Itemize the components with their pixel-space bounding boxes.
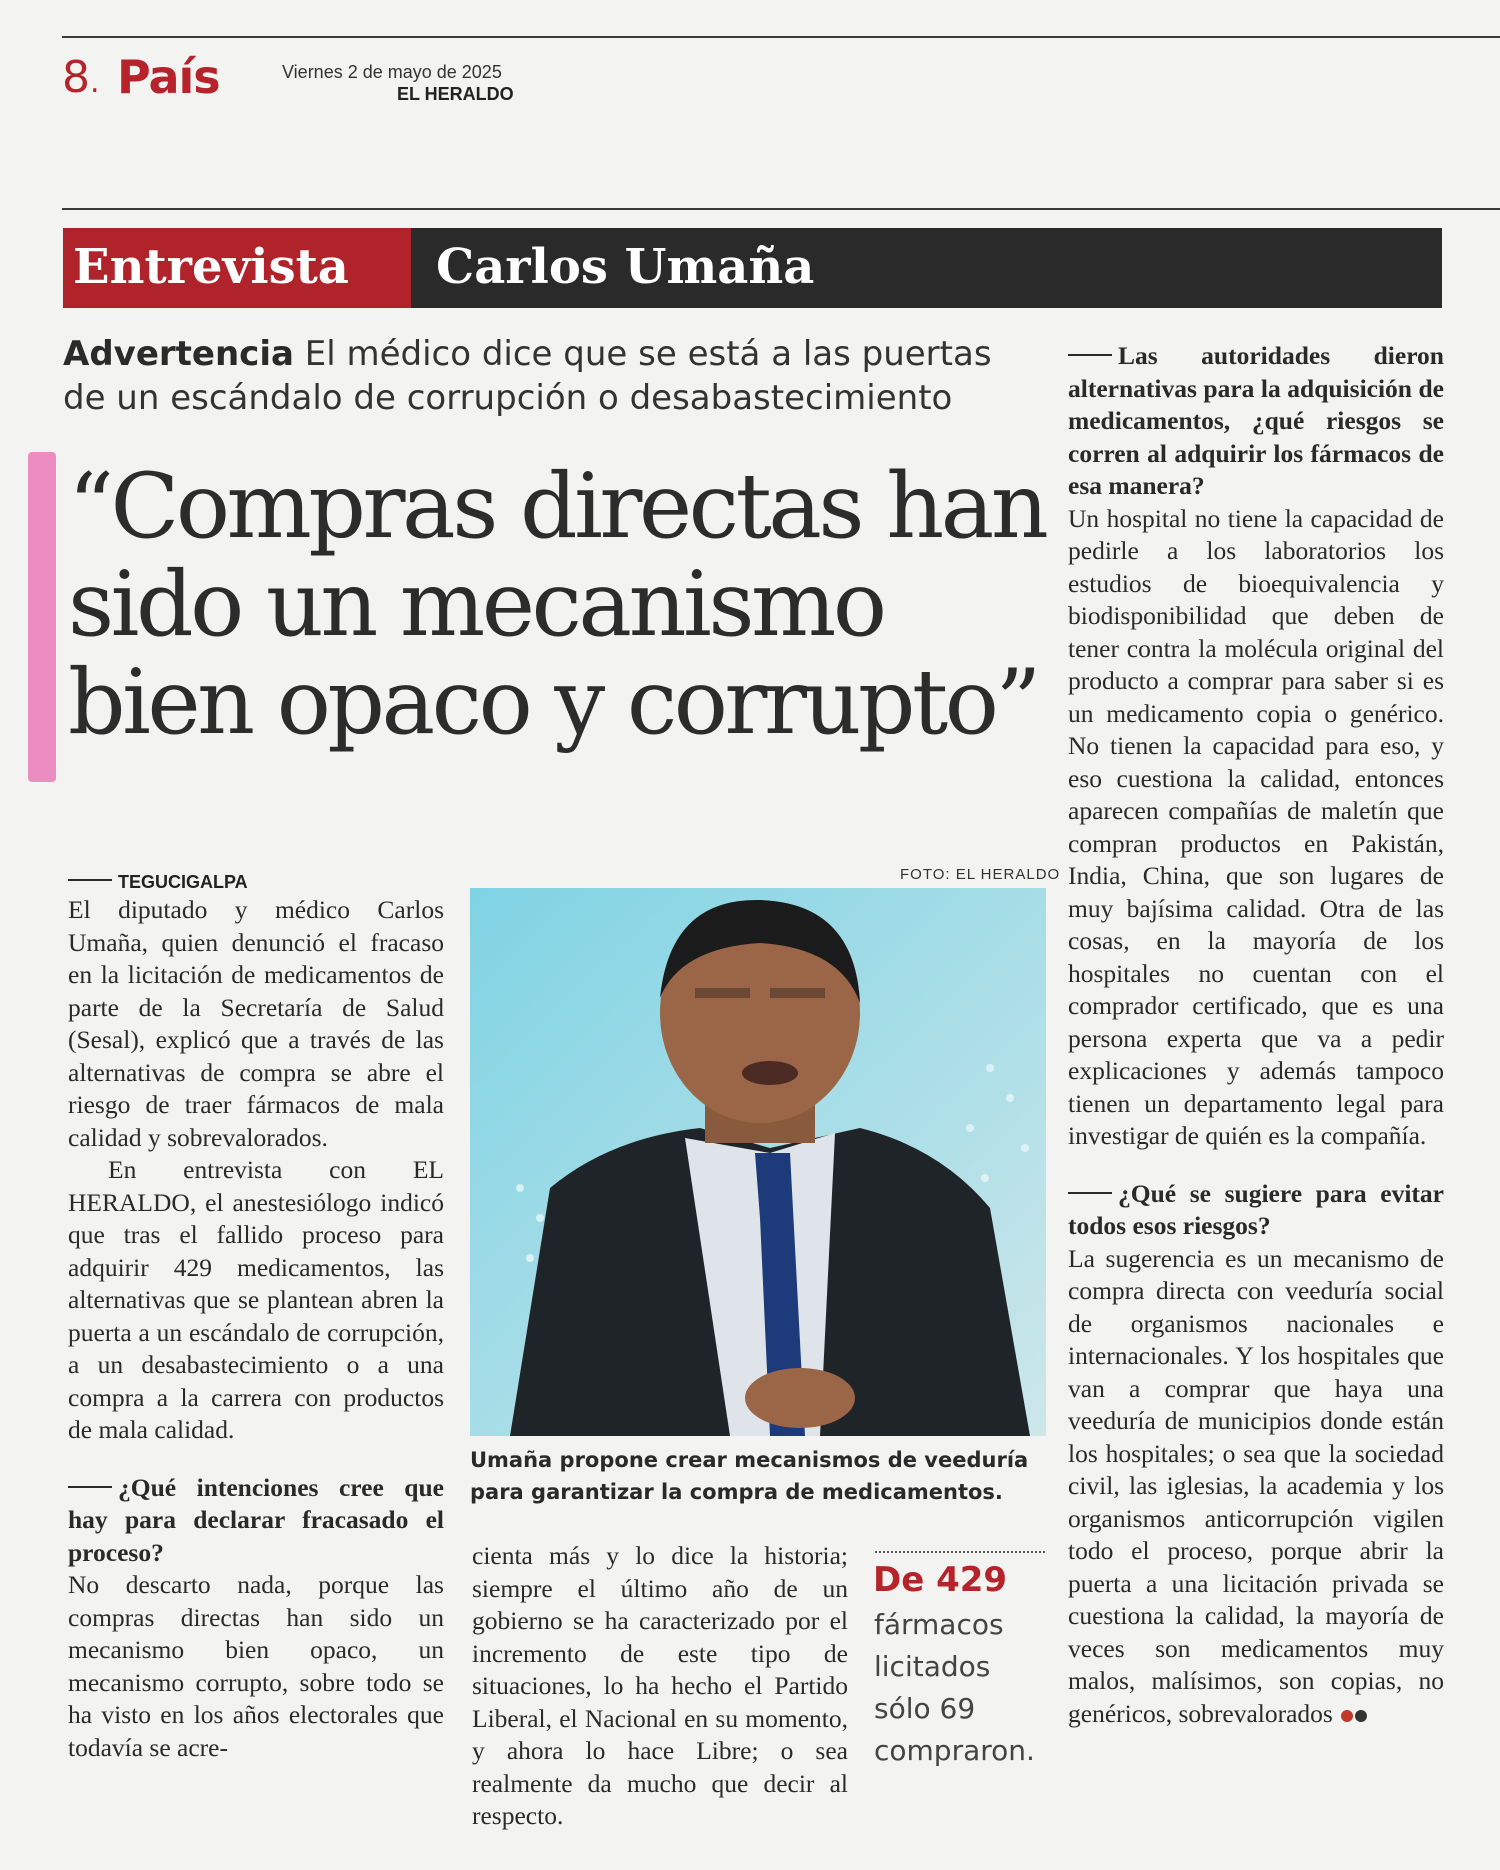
question: ¿Qué intenciones cree que hay para declarar fracasado el proceso? [68,1472,444,1567]
headline-line: bien opaco y corrupto” [68,650,1038,755]
end-mark [1341,1698,1369,1731]
stat-number: De 429 [873,1560,1008,1600]
interview-tag-label: Entrevista [73,239,349,295]
headline-line: sido un mecanismo [68,552,884,657]
question: ¿Qué se sugiere para evitar todos esos riesgos? [1068,1178,1444,1240]
interviewee-photo [470,888,1046,1436]
column-1 [68,870,444,1764]
answer: No descarto nada, porque las compras directas han sido un mecanismo bien opaco, un mecanismo corrupto, sobre todo se ha visto en los años electorales que todavía se acre- [68,1570,444,1762]
answer: La sugerencia es un mecanismo de compra directa con veeduría social de organismos nacionales e internacionales. Y los hospitales que van a comprar que haya una veeduría de municipios donde están los hospitales; o sea que la sociedad civil, las iglesias, la academia y los organismos anticorrupción vigilen todo el proceso, porque abrir la puerta a una licitación privada se cuestiona la calidad, la mayoría de veces son medicamentos muy malos, malísimos, son copias, no genéricos, sobrevalorados [1068,1243,1444,1731]
stat-rule [875,1551,1045,1553]
interviewee-bar [411,228,1442,308]
dateline: TEGUCIGALPA [68,870,444,894]
photo-caption: Umaña propone crear mecanismos de veeduría para garantizar la compra de medicamentos. [470,1448,1029,1504]
deck-kicker: Advertencia [63,334,294,374]
question: Las autoridades dieron alternativas para la adquisición de medicamentos, ¿qué riesgos se corren al adquirir los fármacos de esa manera? [1068,341,1444,500]
section-rule [62,208,1500,210]
photo-credit: FOTO: EL HERALDO [900,866,1061,883]
highlighter-mark [28,452,56,782]
intro-paragraph: En entrevista con EL HERALDO, el anestesiólogo indicó que tras el fallido proceso para adquirir 429 medicamentos, las alternativas que se plantean abren la puerta a un escándalo de corrupción, a un desabastecimiento o a una compra a la carrera con productos de mala calidad. [68,1155,444,1444]
interview-tag [63,228,411,308]
intro-paragraph: El diputado y médico Carlos Umaña, quien denunció el fracaso en la licitación de medicamentos de parte de la Secretaría de Salud (Sesal), explicó que a través de las alternativas de compra se abre el riesgo de traer fármacos de mala calidad y sobrevalorados. [68,895,444,1152]
newspaper-name: EL HERALDO [397,84,514,104]
deck-text: El médico dice que se está a las puertas de un escándalo de corrupción o desabastecimiento [63,334,992,418]
top-rule [62,36,1500,38]
headline-line: “Compras directas han [68,454,1046,559]
stat-text: fármacos licitados sólo 69 compraron. [874,1608,1035,1767]
section-name: País [117,50,220,104]
issue-date: Viernes 2 de mayo de 2025 [282,62,502,82]
column-3 [1068,340,1444,1730]
deck [63,332,1043,420]
answer-continued: cienta más y lo dice la historia; siempre el último año de un gobierno se ha caracterizado por el incremento de este tipo de situaciones, lo ha hecho el Partido Liberal, el Nacional en su momento, y ahora lo hace Libre; o sea realmente da mucho que decir al respecto. [472,1541,848,1830]
interviewee-name: Carlos Umaña [436,239,815,295]
column-2 [472,1540,848,1833]
headline [68,454,1058,755]
answer: Un hospital no tiene la capacidad de pedirle a los laboratorios los estudios de bioequivalencia y biodisponibilidad que deben de tener contra la molécula original del producto a comprar para saber si es un medicamento copia o genérico. No tienen la capacidad para eso, y eso cuestiona la calidad, entonces aparecen compañías de maletín que compran productos en Pakistán, India, China, que son lugares de muy bajísima calidad. Otra de las cosas, en la mayoría de los hospitales no cuentan con el comprador certificado, que es una persona experta que va a pedir explicaciones y además tampoco tienen un departamento legal para investigar de quién es la compañía. [1068,503,1444,1150]
page-number: 8. [62,52,100,103]
